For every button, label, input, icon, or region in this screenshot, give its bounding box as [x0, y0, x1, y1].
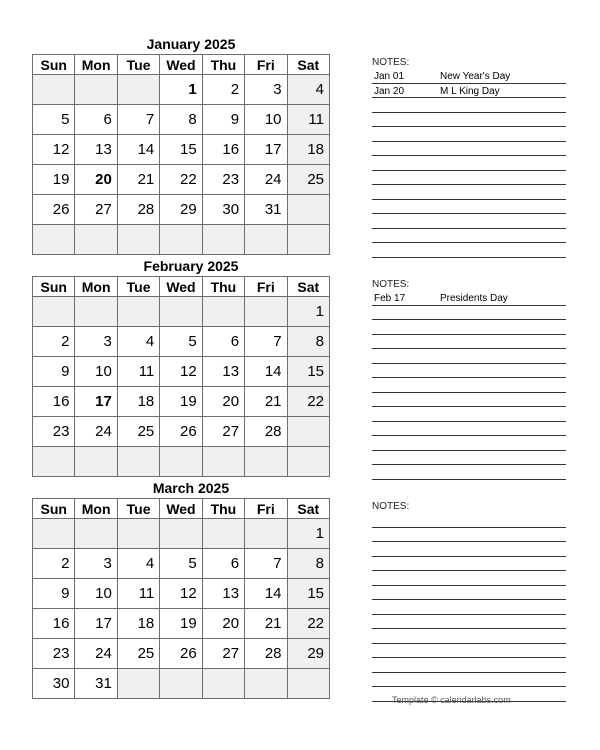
day-cell — [287, 669, 329, 699]
note-line — [372, 557, 566, 572]
day-cell: 14 — [117, 135, 159, 165]
day-cell: 19 — [160, 609, 202, 639]
day-cell — [160, 669, 202, 699]
day-cell: 26 — [160, 639, 202, 669]
weekday-header-row — [33, 277, 330, 297]
week-row — [33, 579, 330, 609]
day-cell — [117, 297, 159, 327]
weekday-header: Wed — [160, 499, 202, 519]
day-cell: 15 — [287, 579, 329, 609]
day-cell: 30 — [33, 669, 75, 699]
day-cell: 3 — [75, 327, 117, 357]
week-row — [33, 639, 330, 669]
note-line — [372, 615, 566, 630]
day-cell — [33, 447, 75, 477]
note-line — [372, 320, 566, 335]
note-line — [372, 243, 566, 258]
weekday-header: Mon — [75, 499, 117, 519]
day-cell: 18 — [117, 609, 159, 639]
day-cell: 19 — [33, 165, 75, 195]
note-line — [372, 436, 566, 451]
weekday-header: Fri — [245, 277, 287, 297]
day-cell: 11 — [287, 105, 329, 135]
day-cell: 29 — [160, 195, 202, 225]
day-cell: 24 — [245, 165, 287, 195]
day-cell: 28 — [245, 639, 287, 669]
note-line — [372, 335, 566, 350]
weekday-header: Tue — [117, 277, 159, 297]
note-line — [372, 542, 566, 557]
note-line — [372, 600, 566, 615]
day-cell: 13 — [75, 135, 117, 165]
day-cell — [160, 225, 202, 255]
day-cell: 7 — [245, 549, 287, 579]
note-line — [372, 422, 566, 437]
day-cell: 4 — [287, 75, 329, 105]
day-cell: 2 — [202, 75, 244, 105]
day-cell: 12 — [160, 357, 202, 387]
day-cell — [33, 75, 75, 105]
day-cell — [245, 225, 287, 255]
weekday-header: Sat — [287, 55, 329, 75]
day-cell — [117, 75, 159, 105]
day-cell: 22 — [287, 609, 329, 639]
day-cell: 2 — [33, 327, 75, 357]
weekday-header: Thu — [202, 55, 244, 75]
weekday-header: Sat — [287, 277, 329, 297]
note-line — [372, 306, 566, 321]
notes-panel — [372, 278, 566, 480]
day-cell — [202, 447, 244, 477]
notes-panel — [372, 56, 566, 258]
month-title: January 2025 — [146, 36, 236, 52]
note-line — [372, 407, 566, 422]
day-cell: 9 — [202, 105, 244, 135]
week-row — [33, 225, 330, 255]
day-cell — [245, 519, 287, 549]
month-calendar — [32, 478, 330, 699]
day-cell: 7 — [117, 105, 159, 135]
day-cell: 20 — [202, 609, 244, 639]
week-row — [33, 165, 330, 195]
day-cell: 3 — [75, 549, 117, 579]
day-cell — [160, 297, 202, 327]
day-cell: 17 — [245, 135, 287, 165]
day-cell: 10 — [245, 105, 287, 135]
note-line — [372, 113, 566, 128]
day-cell — [33, 225, 75, 255]
week-row — [33, 519, 330, 549]
notes-label: NOTES: — [372, 501, 410, 512]
day-cell: 6 — [202, 549, 244, 579]
day-cell: 28 — [245, 417, 287, 447]
day-cell: 27 — [202, 417, 244, 447]
week-row — [33, 549, 330, 579]
week-row — [33, 75, 330, 105]
day-cell — [117, 447, 159, 477]
day-cell — [202, 669, 244, 699]
day-cell — [75, 75, 117, 105]
day-cell: 30 — [202, 195, 244, 225]
note-text: New Year's Day — [440, 71, 511, 82]
weekday-header: Sun — [33, 499, 75, 519]
day-cell: 12 — [33, 135, 75, 165]
day-cell — [117, 669, 159, 699]
day-cell: 23 — [33, 417, 75, 447]
note-line — [372, 364, 566, 379]
day-cell: 31 — [75, 669, 117, 699]
day-cell: 18 — [287, 135, 329, 165]
note-line — [372, 84, 566, 99]
day-cell — [117, 519, 159, 549]
note-line — [372, 378, 566, 393]
weekday-header: Tue — [117, 499, 159, 519]
day-cell: 14 — [245, 579, 287, 609]
note-line — [372, 171, 566, 186]
week-row — [33, 195, 330, 225]
notes-label: NOTES: — [372, 279, 410, 290]
month-title: March 2025 — [152, 480, 230, 496]
note-line — [372, 185, 566, 200]
day-cell: 21 — [245, 609, 287, 639]
note-line — [372, 513, 566, 528]
day-cell: 8 — [160, 105, 202, 135]
week-row — [33, 357, 330, 387]
day-cell: 26 — [160, 417, 202, 447]
month-grid — [32, 54, 330, 255]
week-row — [33, 609, 330, 639]
day-cell — [33, 297, 75, 327]
day-cell — [245, 669, 287, 699]
day-cell: 8 — [287, 327, 329, 357]
day-cell — [245, 297, 287, 327]
day-cell: 5 — [160, 327, 202, 357]
day-cell: 16 — [202, 135, 244, 165]
weekday-header: Sun — [33, 55, 75, 75]
day-cell: 25 — [117, 639, 159, 669]
weekday-header-row — [33, 55, 330, 75]
day-cell: 4 — [117, 327, 159, 357]
day-cell: 21 — [117, 165, 159, 195]
notes-label: NOTES: — [372, 57, 410, 68]
week-row — [33, 669, 330, 699]
note-line — [372, 229, 566, 244]
day-cell — [75, 447, 117, 477]
note-line — [372, 451, 566, 466]
weekday-header-row — [33, 499, 330, 519]
footer-credit: Template © calendarlabs.com — [392, 695, 511, 705]
day-cell: 25 — [117, 417, 159, 447]
day-cell: 18 — [117, 387, 159, 417]
day-cell — [245, 447, 287, 477]
month-calendar — [32, 256, 330, 477]
day-cell: 12 — [160, 579, 202, 609]
month-grid — [32, 498, 330, 699]
note-line — [372, 571, 566, 586]
week-row — [33, 135, 330, 165]
note-line — [372, 658, 566, 673]
day-cell: 31 — [245, 195, 287, 225]
note-line — [372, 142, 566, 157]
day-cell: 26 — [33, 195, 75, 225]
day-cell: 21 — [245, 387, 287, 417]
weekday-header: Fri — [245, 55, 287, 75]
day-cell — [33, 519, 75, 549]
notes-panel — [372, 500, 566, 702]
day-cell: 27 — [202, 639, 244, 669]
week-row — [33, 105, 330, 135]
day-cell: 27 — [75, 195, 117, 225]
note-line — [372, 393, 566, 408]
day-cell: 28 — [117, 195, 159, 225]
note-line — [372, 127, 566, 142]
day-cell — [202, 519, 244, 549]
day-cell: 5 — [160, 549, 202, 579]
note-line — [372, 644, 566, 659]
day-cell — [287, 447, 329, 477]
note-line — [372, 291, 566, 306]
note-date: Feb 17 — [374, 293, 406, 304]
day-cell — [160, 519, 202, 549]
note-text: M L King Day — [440, 85, 500, 97]
note-date: Jan 20 — [374, 85, 405, 97]
day-cell: 1 — [287, 297, 329, 327]
day-cell: 13 — [202, 357, 244, 387]
note-line — [372, 629, 566, 644]
week-row — [33, 417, 330, 447]
note-date: Jan 01 — [374, 71, 405, 82]
day-cell: 23 — [202, 165, 244, 195]
weekday-header: Thu — [202, 499, 244, 519]
day-cell: 2 — [33, 549, 75, 579]
day-cell: 1 — [160, 75, 202, 105]
day-cell: 3 — [245, 75, 287, 105]
day-cell — [202, 297, 244, 327]
day-cell: 13 — [202, 579, 244, 609]
day-cell: 24 — [75, 639, 117, 669]
day-cell: 20 — [75, 165, 117, 195]
day-cell: 15 — [160, 135, 202, 165]
weekday-header: Mon — [75, 277, 117, 297]
note-line — [372, 465, 566, 480]
day-cell: 5 — [33, 105, 75, 135]
day-cell: 29 — [287, 639, 329, 669]
note-line — [372, 349, 566, 364]
weekday-header: Sun — [33, 277, 75, 297]
weekday-header: Mon — [75, 55, 117, 75]
day-cell — [202, 225, 244, 255]
week-row — [33, 387, 330, 417]
week-row — [33, 447, 330, 477]
note-line — [372, 214, 566, 229]
day-cell: 9 — [33, 579, 75, 609]
day-cell: 22 — [160, 165, 202, 195]
weekday-header: Thu — [202, 277, 244, 297]
day-cell: 15 — [287, 357, 329, 387]
weekday-header: Wed — [160, 55, 202, 75]
day-cell — [117, 225, 159, 255]
day-cell: 19 — [160, 387, 202, 417]
week-row — [33, 327, 330, 357]
weekday-header: Tue — [117, 55, 159, 75]
day-cell: 10 — [75, 579, 117, 609]
day-cell: 9 — [33, 357, 75, 387]
day-cell — [75, 225, 117, 255]
day-cell: 1 — [287, 519, 329, 549]
note-line — [372, 586, 566, 601]
day-cell: 22 — [287, 387, 329, 417]
day-cell — [75, 519, 117, 549]
day-cell: 4 — [117, 549, 159, 579]
day-cell: 8 — [287, 549, 329, 579]
month-grid — [32, 276, 330, 477]
day-cell: 7 — [245, 327, 287, 357]
weekday-header: Sat — [287, 499, 329, 519]
day-cell — [75, 297, 117, 327]
day-cell — [160, 447, 202, 477]
note-line — [372, 200, 566, 215]
day-cell — [287, 417, 329, 447]
day-cell — [287, 195, 329, 225]
day-cell: 16 — [33, 609, 75, 639]
day-cell: 17 — [75, 387, 117, 417]
day-cell — [287, 225, 329, 255]
day-cell: 6 — [75, 105, 117, 135]
day-cell: 25 — [287, 165, 329, 195]
day-cell: 11 — [117, 579, 159, 609]
day-cell: 14 — [245, 357, 287, 387]
week-row — [33, 297, 330, 327]
day-cell: 16 — [33, 387, 75, 417]
note-line — [372, 673, 566, 688]
day-cell: 10 — [75, 357, 117, 387]
note-line — [372, 528, 566, 543]
note-line — [372, 156, 566, 171]
weekday-header: Wed — [160, 277, 202, 297]
day-cell: 23 — [33, 639, 75, 669]
day-cell: 24 — [75, 417, 117, 447]
day-cell: 11 — [117, 357, 159, 387]
month-calendar — [32, 34, 330, 255]
note-line — [372, 98, 566, 113]
day-cell: 17 — [75, 609, 117, 639]
note-line — [372, 69, 566, 84]
month-title: February 2025 — [143, 258, 239, 274]
note-text: Presidents Day — [440, 293, 508, 304]
day-cell: 6 — [202, 327, 244, 357]
weekday-header: Fri — [245, 499, 287, 519]
day-cell: 20 — [202, 387, 244, 417]
